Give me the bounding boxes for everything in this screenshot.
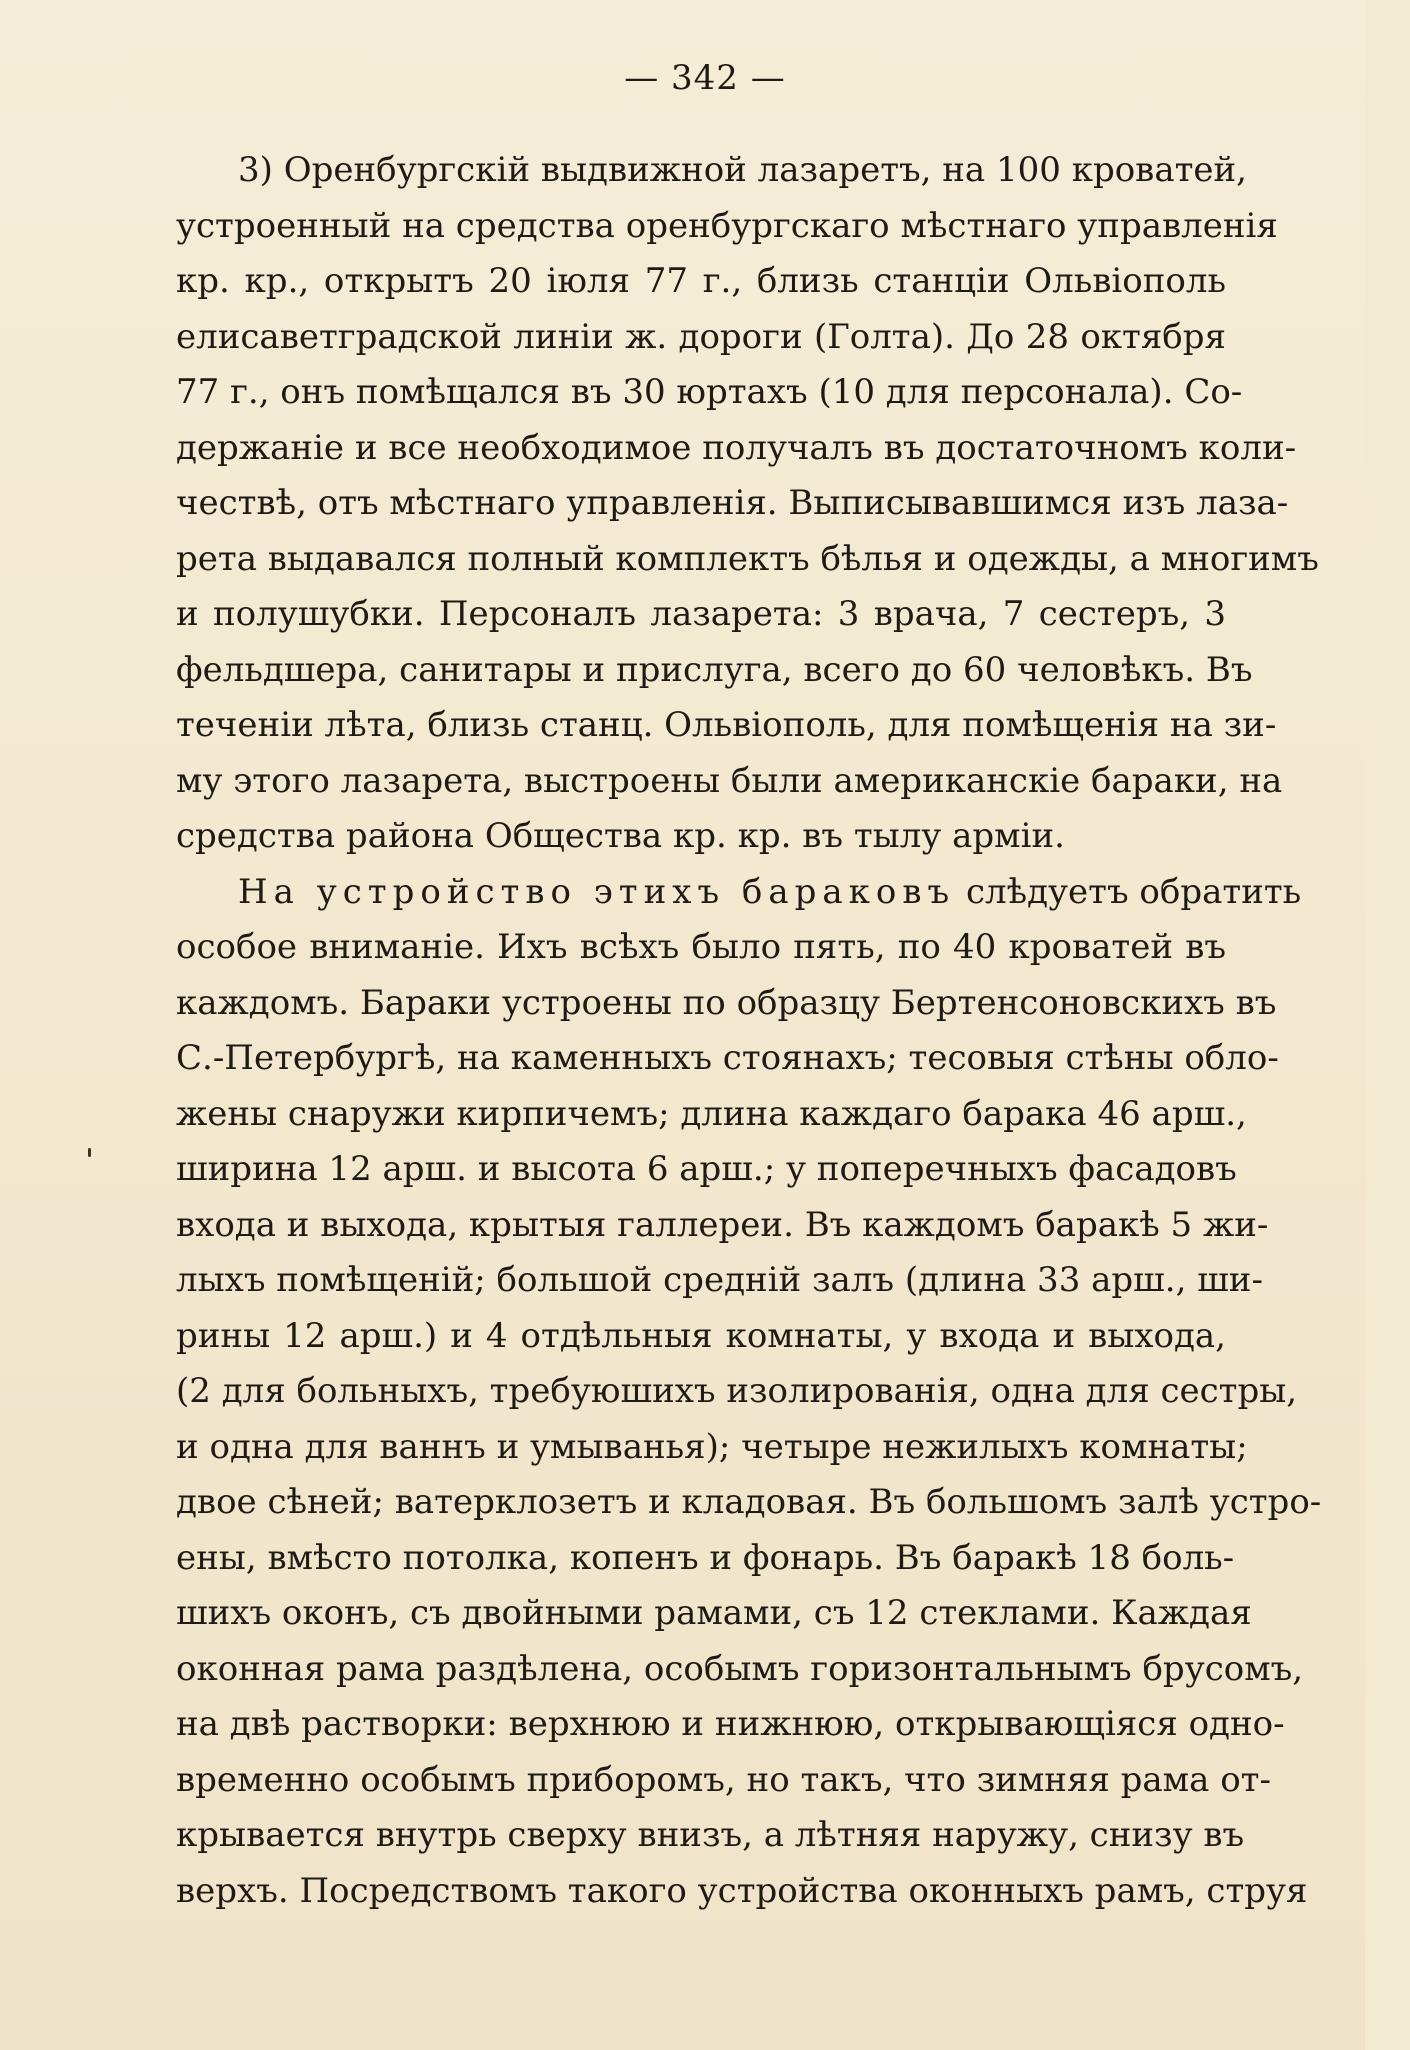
paper-speck — [88, 1148, 91, 1157]
text-line: шихъ оконъ, съ двойными рамами, съ 12 стеклами. Каждая — [176, 1593, 1252, 1633]
text-line: елисаветградской линiи ж. дороги (Голта). До 28 октября — [176, 316, 1226, 357]
text-line: верхъ. Посредствомъ такого устройства оконныхъ рамъ, струя — [176, 1870, 1308, 1911]
text-line: устроенный на средства оренбургскаго мѣстнаго управленiя — [176, 205, 1278, 246]
text-line: на двѣ растворки: верхнюю и нижнюю, открывающiяся одно- — [176, 1704, 1285, 1744]
text-line: крывается внутрь сверху внизъ, а лѣтняя наружу, снизу въ — [176, 1815, 1245, 1855]
text-line: особое вниманiе. Ихъ всѣхъ было пять, по 40 кроватей въ — [176, 927, 1226, 967]
paragraph-1 — [176, 143, 1319, 865]
text-line: каждомъ. Бараки устроены по образцу Бертенсоновскихъ въ — [176, 982, 1277, 1023]
text-line-rest: слѣдуетъ обратить — [955, 871, 1302, 912]
text-line: му этого лазарета, выстроены были американскiе бараки, на — [176, 760, 1283, 801]
text-line: чествѣ, отъ мѣстнаго управленiя. Выписывавшимся изъ лаза- — [176, 483, 1289, 523]
body-text — [176, 143, 1322, 1919]
text-line: (2 для больныхъ, требуюшихъ изолированiя, одна для сестры, — [176, 1371, 1298, 1411]
paragraph-2 — [176, 865, 1322, 1920]
text-line: рета выдавался полный комплектъ бѣлья и одежды, а многимъ — [176, 538, 1319, 579]
text-line-first — [176, 865, 1302, 921]
text-line: кр. кр., открытъ 20 iюля 77 г., близь станцiи Ольвiополь — [176, 261, 1226, 301]
text-line: 77 г., онъ помѣщался въ 30 юртахъ (10 для персонала). Со- — [176, 372, 1243, 412]
page-number: — 342 — — [624, 58, 786, 98]
text-line: входа и выхода, крытыя галлереи. Въ каждомъ баракѣ 5 жи- — [176, 1204, 1269, 1245]
text-line: временно особымъ приборомъ, но такъ, что зимняя рама от- — [176, 1759, 1271, 1800]
text-line: 3) Оренбургскiй выдвижной лазаретъ, на 100 кроватей, — [238, 150, 1247, 190]
text-line: и одна для ваннъ и умыванья); четыре нежилыхъ комнаты; — [176, 1426, 1248, 1467]
text-line: ены, вмѣсто потолка, копенъ и фонарь. Въ баракѣ 18 боль- — [176, 1537, 1235, 1578]
text-line: оконная рама раздѣлена, особымъ горизонтальнымъ брусомъ, — [176, 1648, 1304, 1689]
text-line: лыхъ помѣщенiй; большой среднiй залъ (длина 33 арш., ши- — [176, 1260, 1263, 1300]
text-line: средства района Общества кр. кр. въ тылу армiи. — [176, 816, 1065, 856]
text-line: фельдшера, санитары и прислуга, всего до 60 человѣкъ. Въ — [176, 649, 1253, 690]
text-line: двое сѣней; ватерклозетъ и кладовая. Въ большомъ залѣ устро- — [176, 1482, 1322, 1522]
text-line: С.-Петербургѣ, на каменныхъ стоянахъ; тесовыя стѣны обло- — [176, 1038, 1279, 1078]
text-line: теченiи лѣта, близь станц. Ольвiополь, для помѣщенiя на зи- — [176, 705, 1277, 745]
text-line: держанiе и все необходимое получалъ въ достаточномъ коли- — [176, 427, 1297, 468]
text-line: рины 12 арш.) и 4 отдѣльныя комнаты, у входа и выхода, — [176, 1315, 1226, 1356]
text-line: жены снаружи кирпичемъ; длина каждаго барака 46 арш., — [176, 1093, 1247, 1134]
text-line: и полушубки. Персоналъ лазарета: 3 врача, 7 сестеръ, 3 — [176, 594, 1226, 634]
emphasis-spaced-text: На устройство этихъ бараковъ — [238, 871, 956, 912]
text-line: ширина 12 арш. и высота 6 арш.; у поперечныхъ фасадовъ — [176, 1149, 1237, 1189]
